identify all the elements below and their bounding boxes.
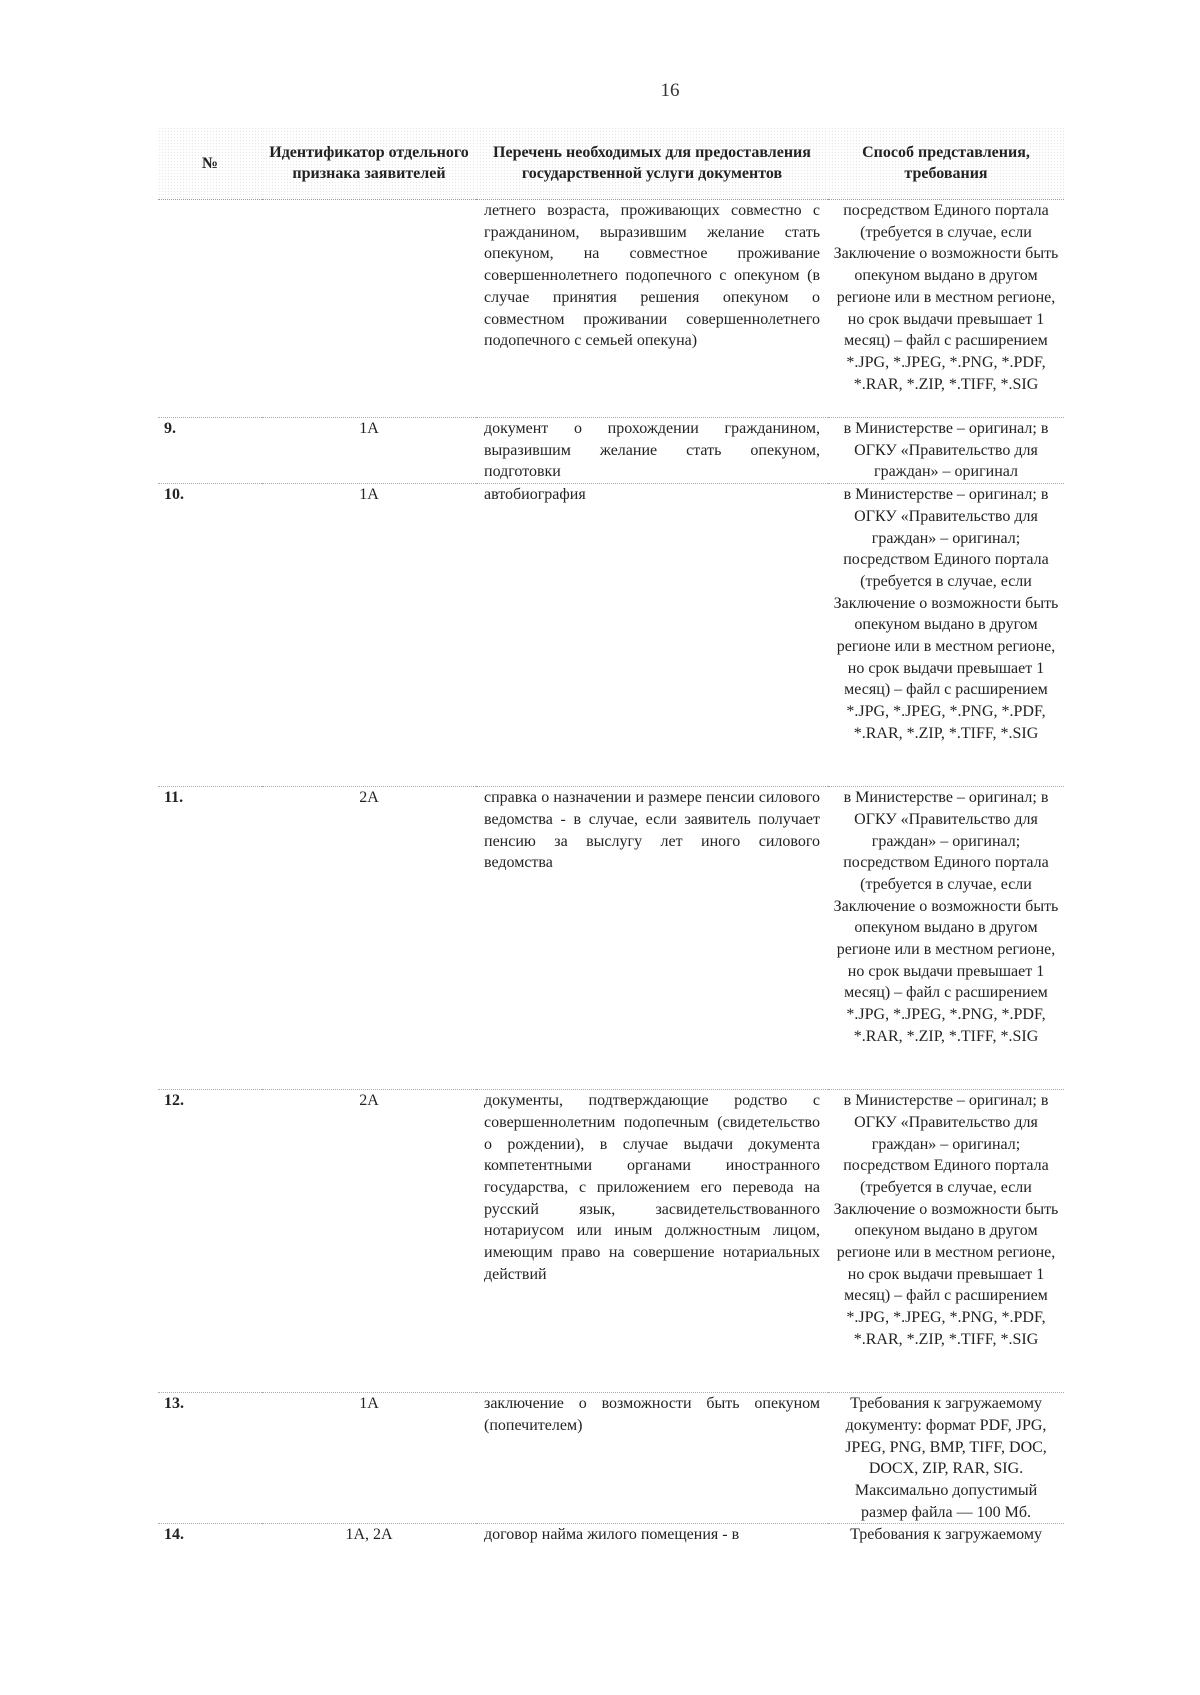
row-document: автобиография xyxy=(476,484,828,787)
row-identifier: 1А xyxy=(262,1393,476,1524)
header-documents: Перечень необходимых для предоставления государственной услуги документов xyxy=(476,127,828,200)
row-number: 14. xyxy=(158,1524,262,1548)
table-row xyxy=(158,484,1064,787)
header-identifier: Идентификатор отдельного признака заявителей xyxy=(262,127,476,200)
row-identifier: 1А xyxy=(262,418,476,484)
row-document: договор найма жилого помещения - в xyxy=(476,1524,828,1548)
row-identifier: 1А, 2А xyxy=(262,1524,476,1548)
row-number: 11. xyxy=(158,787,262,1090)
row-document: документы, подтверждающие родство с совершеннолетним подопечным (свидетельство о рождении), в случае выдачи документа компетентными органами иностранного государства, с приложением его перевода на русский язык, засвидетельствованного нотариусом или иным должностным лицом, имеющим право на совершение нотариальных действий xyxy=(476,1090,828,1393)
row-number xyxy=(158,200,262,418)
row-number: 9. xyxy=(158,418,262,484)
table-row xyxy=(158,1524,1064,1548)
row-identifier: 2А xyxy=(262,1090,476,1393)
table-row xyxy=(158,418,1064,484)
row-number: 10. xyxy=(158,484,262,787)
table-header-row xyxy=(158,127,1064,200)
table-row xyxy=(158,200,1064,418)
row-identifier: 1А xyxy=(262,484,476,787)
row-document: документ о прохождении гражданином, выразившим желание стать опекуном, подготовки xyxy=(476,418,828,484)
row-identifier xyxy=(262,200,476,418)
row-method: посредством Единого портала (требуется в случае, если Заключение о возможности быть опекуном выдано в другом регионе или в местном регионе, но срок выдачи превышает 1 месяц) – файл с расширением *.JPG, *.JPEG, *.PNG, *.PDF, *.RAR, *.ZIP, *.TIFF, *.SIG xyxy=(833,202,1059,393)
row-identifier: 2А xyxy=(262,787,476,1090)
row-method: в Министерстве – оригинал; в ОГКУ «Правительство для граждан» – оригинал; посредством Единого портала (требуется в случае, если Заключение о возможности быть опекуном выдано в другом регионе или в местном регионе, но срок выдачи превышает 1 месяц) – файл с расширением *.JPG, *.JPEG, *.PNG, *.PDF, *.RAR, *.ZIP, *.TIFF, *.SIG xyxy=(828,1090,1064,1393)
row-method: Требования к загружаемому xyxy=(828,1524,1064,1548)
row-method: в Министерстве – оригинал; в ОГКУ «Правительство для граждан» – оригинал; посредством Единого портала (требуется в случае, если Заключение о возможности быть опекуном выдано в другом регионе или в местном регионе, но срок выдачи превышает 1 месяц) – файл с расширением *.JPG, *.JPEG, *.PNG, *.PDF, *.RAR, *.ZIP, *.TIFF, *.SIG xyxy=(828,787,1064,1090)
row-document: летнего возраста, проживающих совместно с гражданином, выразившим желание стать опекуном, на совместное проживание совершеннолетнего подопечного с опекуном (в случае принятия решения опекуном о совместном проживании совершеннолетнего подопечного с семьей опекуна) xyxy=(484,202,820,350)
table-row xyxy=(158,1090,1064,1393)
row-number: 12. xyxy=(158,1090,262,1393)
table-row xyxy=(158,1393,1064,1524)
row-document: заключение о возможности быть опекуном (попечителем) xyxy=(476,1393,828,1524)
row-number: 13. xyxy=(158,1393,262,1524)
row-method: Требования к загружаемому документу: формат PDF, JPG, JPEG, PNG, BMP, TIFF, DOC, DOCX, ZIP, RAR, SIG. Максимально допустимый размер файла — 100 Мб. xyxy=(828,1393,1064,1524)
header-method: Способ представления, требования xyxy=(828,127,1064,200)
row-method: в Министерстве – оригинал; в ОГКУ «Правительство для граждан» – оригинал; посредством Единого портала (требуется в случае, если Заключение о возможности быть опекуном выдано в другом регионе или в местном регионе, но срок выдачи превышает 1 месяц) – файл с расширением *.JPG, *.JPEG, *.PNG, *.PDF, *.RAR, *.ZIP, *.TIFF, *.SIG xyxy=(828,484,1064,787)
row-method: в Министерстве – оригинал; в ОГКУ «Правительство для граждан» – оригинал xyxy=(828,418,1064,484)
documents-table xyxy=(158,127,1064,1548)
page-number: 16 xyxy=(660,80,680,101)
header-number: № xyxy=(158,127,262,200)
row-document: справка о назначении и размере пенсии силового ведомства - в случае, если заявитель получает пенсию за выслугу лет иного силового ведомства xyxy=(476,787,828,1090)
table-row xyxy=(158,787,1064,1090)
